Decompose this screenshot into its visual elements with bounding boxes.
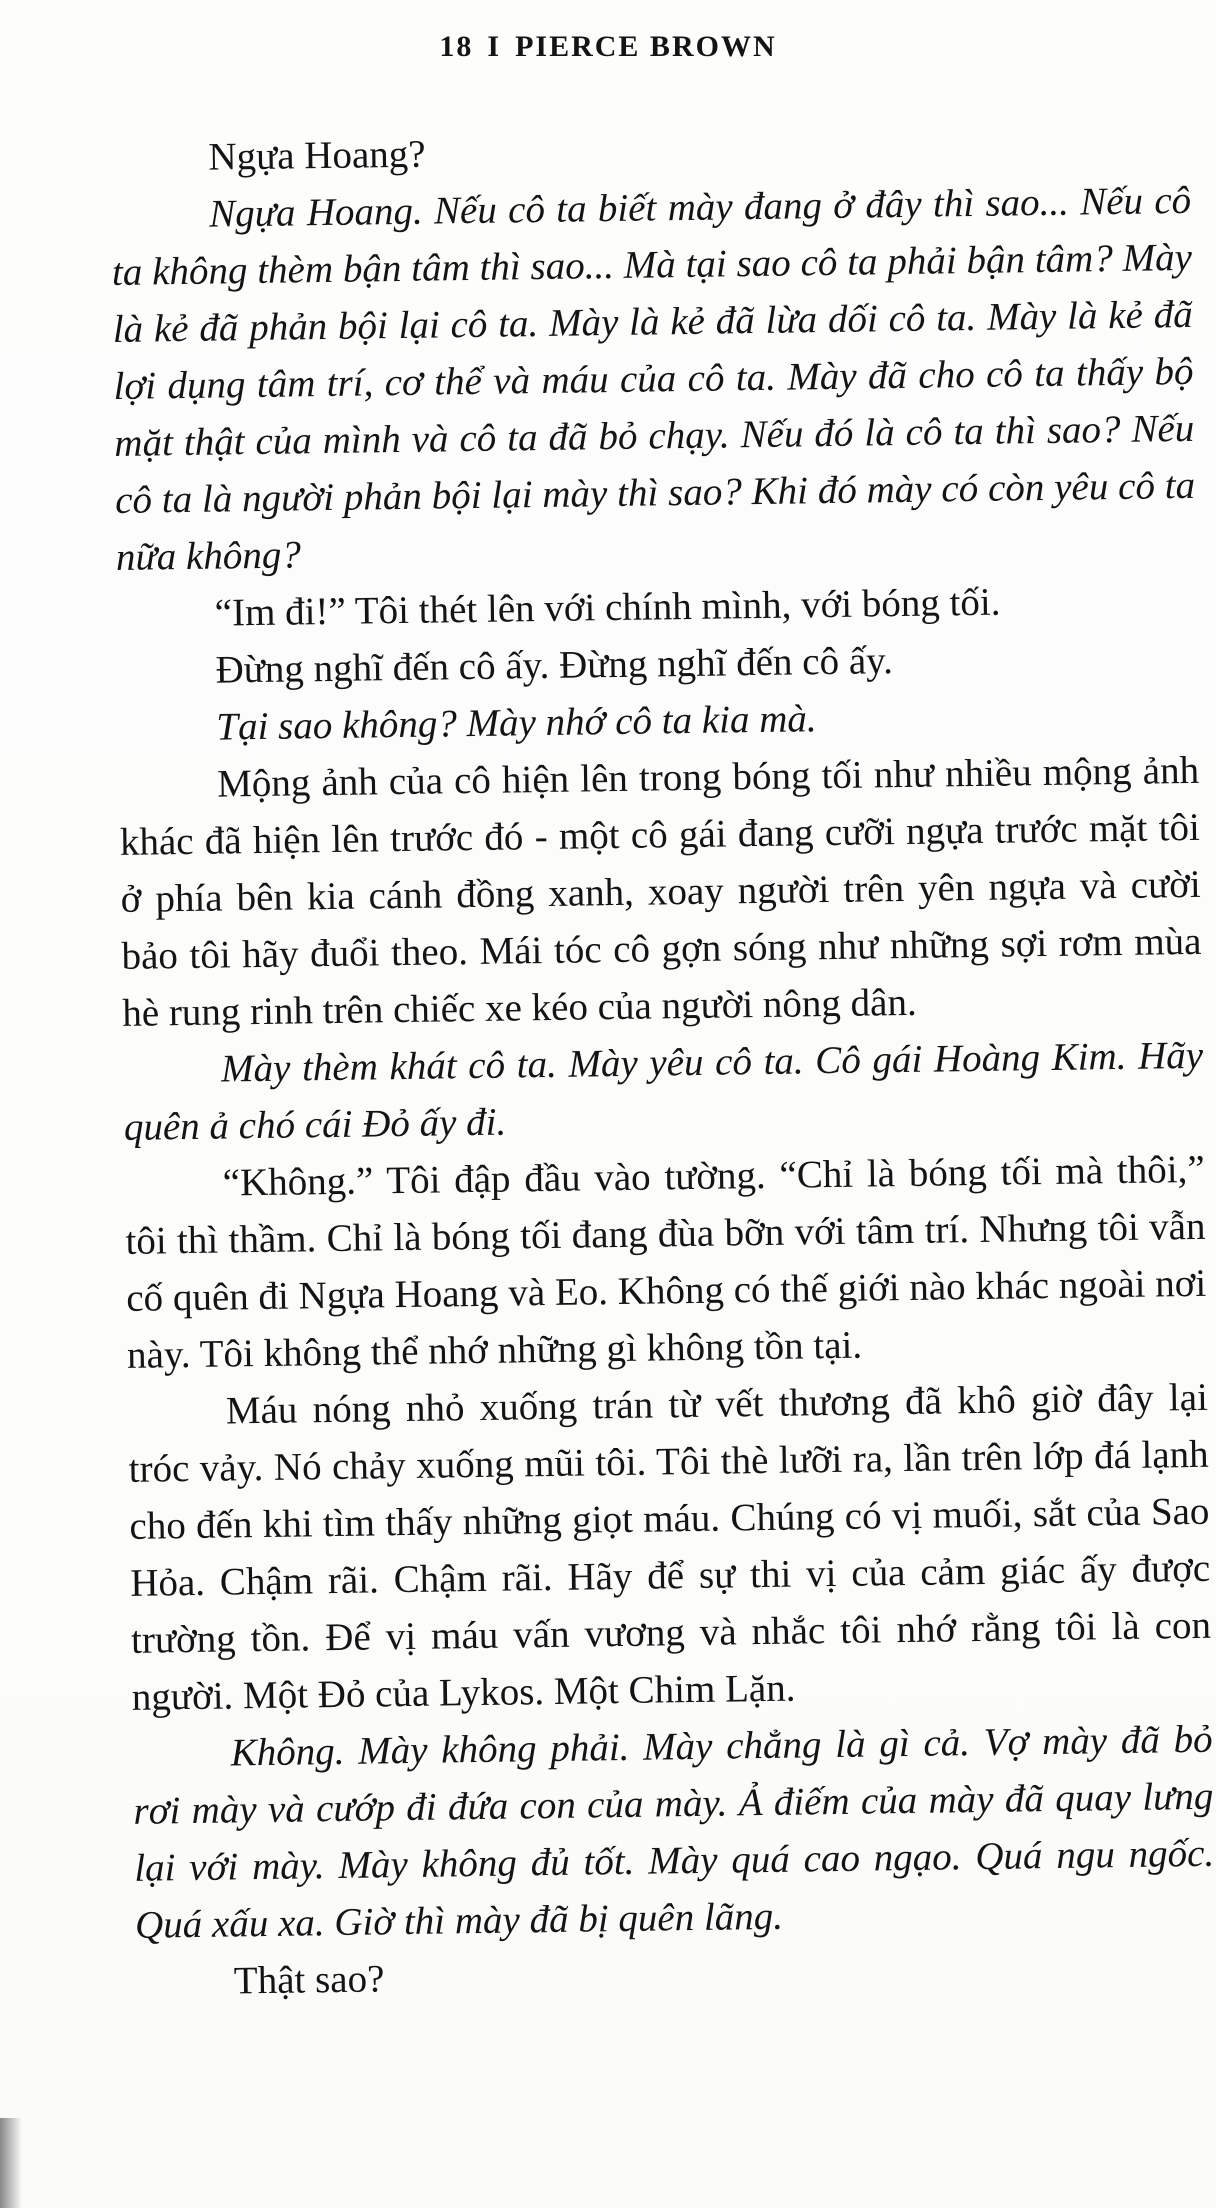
running-header (0, 30, 1216, 64)
paragraph: Mộng ảnh của cô hiện lên trong bóng tối như nhiều mộng ảnh khác đã hiện lên trước đó - một cô gái đang cưỡi ngựa trước mặt tôi ở phía bên kia cánh đồng xanh, xoay người trên yên ngựa và cười bảo tôi hãy đuổi theo. Mái tóc cô gợn sóng như những sợi rơm mùa hè rung rinh trên chiếc xe kéo của người nông dân. (119, 748, 1202, 1035)
author-name: PIERCE BROWN (515, 30, 777, 63)
paragraph: Máu nóng nhỏ xuống trán từ vết thương đã khô giờ đây lại tróc vảy. Nó chảy xuống mũi tôi. Tôi thè lưỡi ra, lần trên lớp đá lạnh cho đến khi tìm thấy những giọt máu. Chúng có vị muối, sắt của Sao Hỏa. Chậm rãi. Chậm rãi. Hãy để sự thi vị của cảm giác ấy được trường tồn. Để vị máu vấn vương và nhắc tôi nhớ rằng tôi là con người. Một Đỏ của Lykos. Một Chim Lặn. (128, 1375, 1212, 1719)
paragraph-italic: Mày thèm khát cô ta. Mày yêu cô ta. Cô gái Hoàng Kim. Hãy quên ả chó cái Đỏ ấy đi. (123, 1033, 1204, 1149)
paragraph-italic: Không. Mày không phải. Mày chẳng là gì cả. Vợ mày đã bỏ rơi mày và cướp đi đứa con của mày. Ả điếm của mày đã quay lưng lại với mày. Mày không đủ tốt. Mày quá cao ngạo. Quá ngu ngốc. Quá xấu xa. Giờ thì mày đã bị quên lãng. (133, 1717, 1215, 1947)
paragraph-italic: Ngựa Hoang. Nếu cô ta biết mày đang ở đây thì sao... Nếu cô ta không thèm bận tâm thì sao... Mà tại sao cô ta phải bận tâm? Mày là kẻ đã phản bội lại cô ta. Mày là kẻ đã lừa dối cô ta. Mày là kẻ đã lợi dụng tâm trí, cơ thể và máu của cô ta. Mày đã cho cô ta thấy bộ mặt thật của mình và cô ta đã bỏ chạy. Nếu đó là cô ta thì sao? Nếu cô ta là người phản bội lại mày thì sao? Khi đó mày có còn yêu cô ta nữa không? (111, 178, 1196, 579)
paragraph: Ngựa Hoang? (208, 132, 426, 179)
body-text (110, 115, 1216, 2011)
page-edge-shadow (0, 2118, 22, 2208)
paragraph: “Không.” Tôi đập đầu vào tường. “Chỉ là bóng tối mà thôi,” tôi thì thầm. Chỉ là bóng tối đang đùa bỡn với tâm trí. Nhưng tôi vẫn cố quên đi Ngựa Hoang và Eo. Không có thế giới nào khác ngoài nơi này. Tôi không thể nhớ những gì không tồn tại. (125, 1147, 1207, 1377)
paragraph-italic: Tại sao không? Mày nhớ cô ta kia mà. (216, 697, 817, 749)
page-number: 18 (439, 30, 474, 63)
paragraph: Thật sao? (233, 1957, 385, 2003)
header-separator: I (487, 30, 502, 63)
paragraph: Đừng nghĩ đến cô ấy. Đừng nghĩ đến cô ấy. (215, 639, 894, 692)
paragraph: “Im đi!” Tôi thét lên với chính mình, với bóng tối. (214, 580, 1001, 635)
